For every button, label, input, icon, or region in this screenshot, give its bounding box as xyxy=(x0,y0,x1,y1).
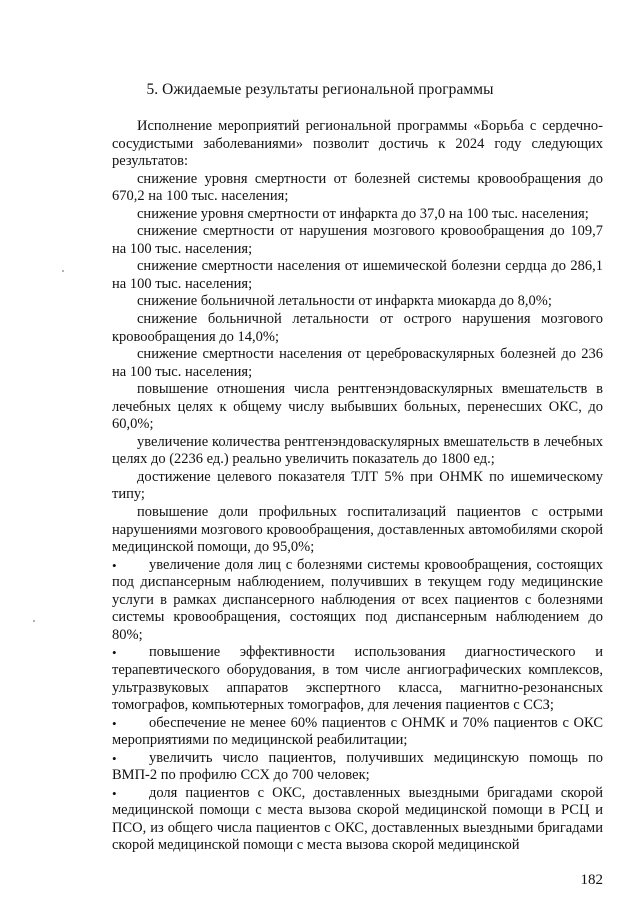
paragraph: повышение доли профильных госпитализаций пациентов с острыми нарушениями мозгового кровообращения, доставленных автомобилями скорой медицинской помощи, до 95,0%; xyxy=(112,504,603,556)
paragraph: достижение целевого показателя ТЛТ 5% при ОНМК по ишемическому типу; xyxy=(112,468,603,503)
bullet-item: • увеличение доля лиц с болезнями системы кровообращения, состоящих под диспансерным наблюдением, получивших в текущем году медицинские услуги в рамках диспансерного наблюдения от всех пациентов с болезнями системы кровообращения, состоящих под диспансерным наблюдением до 80%; xyxy=(112,557,603,645)
paragraph: снижение больничной летальности от инфаркта миокарда до 8,0%; xyxy=(137,293,552,310)
paragraph: снижение смертности населения от цереброваскулярных болезней до 236 на 100 тыс. населения; xyxy=(112,346,603,380)
bullet-item: • повышение эффективности использования диагностического и терапевтического оборудования, в том числе ангиографических комплексов, ультразвуковых аппаратов экспертного класса, магнитно-резонансных томографов, компьютерных томографов, для лечения пациентов с ССЗ; xyxy=(112,644,603,714)
paragraph: Исполнение мероприятий региональной программы «Борьба с сердечно-сосудистыми заболеваниями» позволит достичь к 2024 году следующих результатов: xyxy=(112,118,603,170)
paragraph: снижение уровня смертности от инфаркта до 37,0 на 100 тыс. населения; xyxy=(137,205,589,222)
bullet-item: • увеличить число пациентов, получивших медицинскую помощь по ВМП-2 по профилю ССХ до 700 человек; xyxy=(112,750,603,785)
section-heading: 5. Ожидаемые результаты региональной программы xyxy=(146,81,494,98)
paragraph: снижение смертности населения от ишемической болезни сердца до 286,1 на 100 тыс. населения; xyxy=(112,258,603,292)
bullet-item: • обеспечение не менее 60% пациентов с ОНМК и 70% пациентов с ОКС мероприятиями по медицинской реабилитации; xyxy=(112,715,603,750)
page-number: 182 xyxy=(580,872,603,888)
paragraph: снижение больничной летальности от острого нарушения мозгового кровообращения до 14,0%; xyxy=(112,311,603,345)
scan-speck xyxy=(33,620,35,622)
document-body xyxy=(112,118,603,855)
bullet-item: • доля пациентов с ОКС, доставленных выездными бригадами скорой медицинской помощи с места вызова скорой медицинской помощи в РСЦ и ПСО, из общего числа пациентов с ОКС, доставленных выездными бригадами скорой медицинской помощи с места вызова скорой медицинской xyxy=(112,785,603,855)
paragraph: снижение уровня смертности от болезней системы кровообращения до 670,2 на 100 тыс. населения; xyxy=(112,170,603,205)
paragraph: снижение смертности от нарушения мозгового кровообращения до 109,7 на 100 тыс. населения; xyxy=(112,223,603,257)
paragraph: повышение отношения числа рентгенэндоваскулярных вмешательств в лечебных целях к общему числу выбывших больных, перенесших ОКС, до 60,0%; xyxy=(112,381,603,433)
paragraph: увеличение количества рентгенэндоваскулярных вмешательств в лечебных целях до (2236 ед.) реально увеличить показатель до 1800 ед.; xyxy=(112,433,603,468)
scan-speck xyxy=(62,270,64,272)
